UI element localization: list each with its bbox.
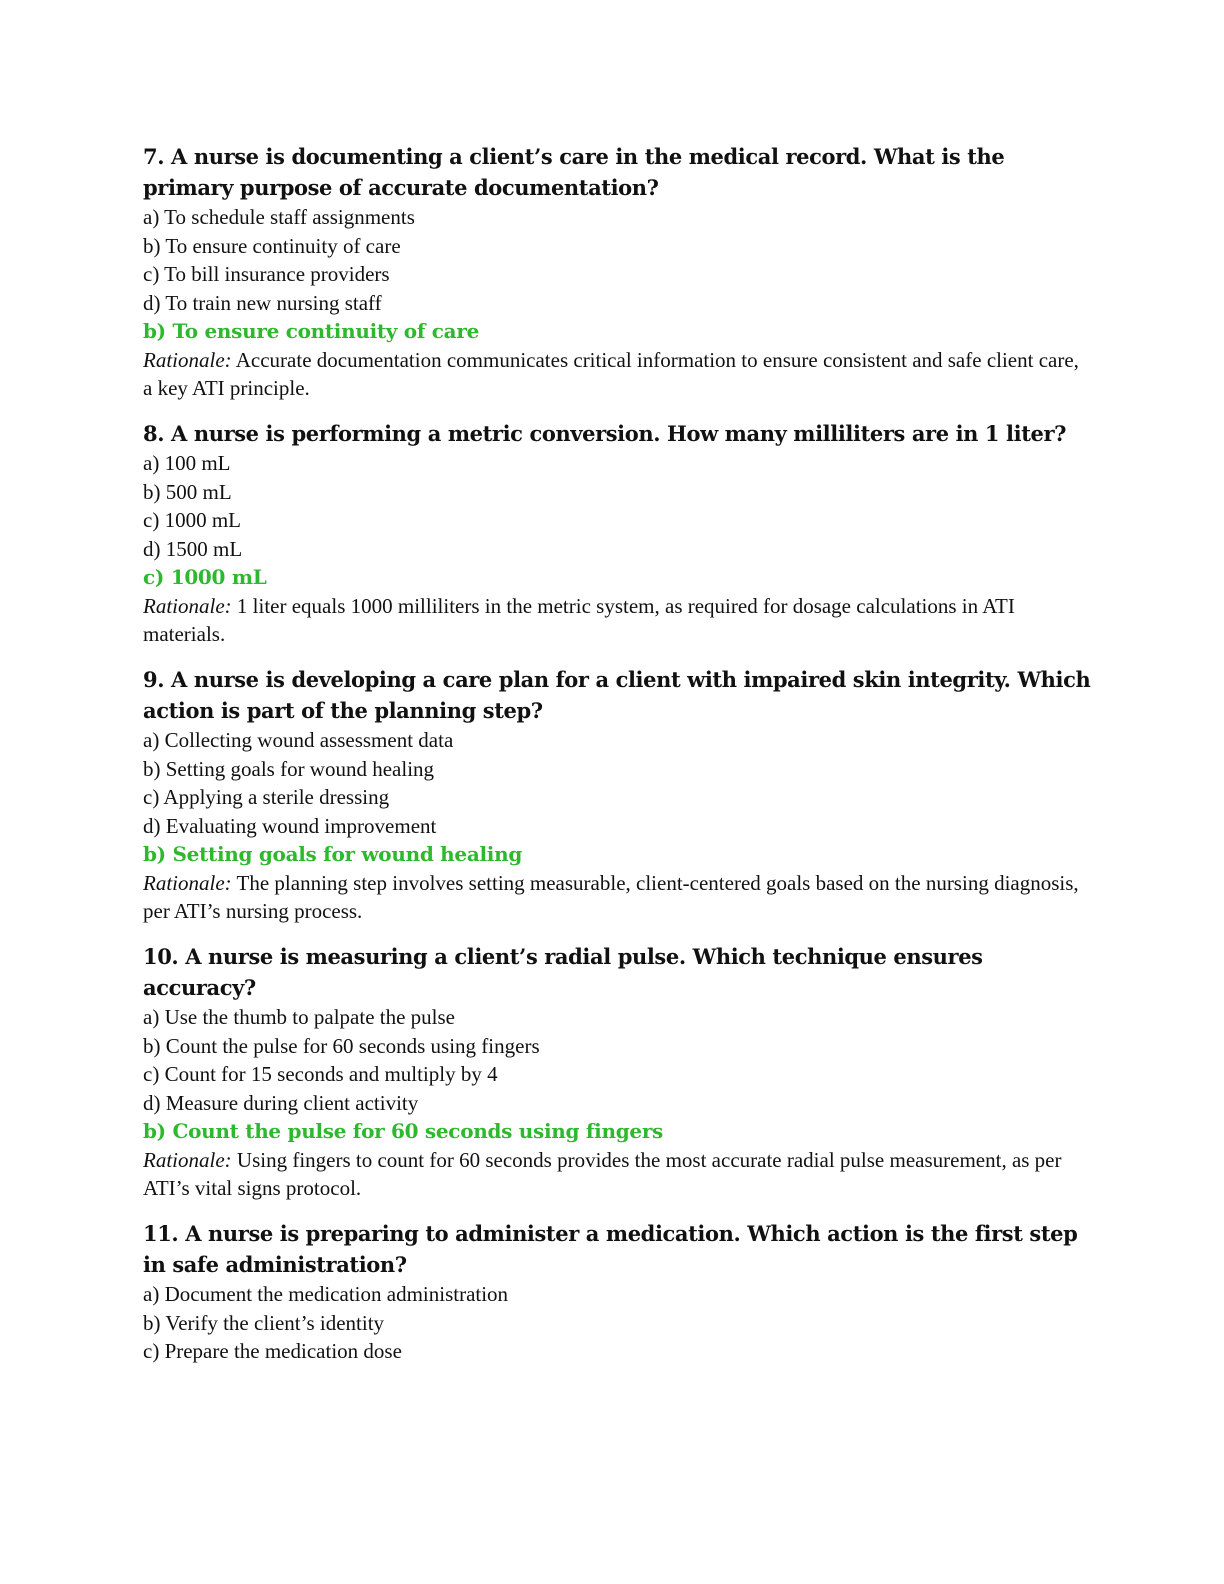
answer-option: b) Verify the client’s identity	[143, 1310, 385, 1335]
answer-option: a) To schedule staff assignments	[143, 205, 415, 229]
answer-option: a) 100 mL	[143, 451, 231, 475]
answer-option: c) 1000 mL	[143, 508, 241, 532]
answer-option: c) Prepare the medication dose	[143, 1339, 402, 1363]
question-block	[143, 664, 1093, 925]
rationale	[143, 592, 1093, 648]
answer-option: b) 500 mL	[143, 479, 232, 504]
rationale-label: Rationale:	[143, 348, 232, 372]
answer-option: d) To train new nursing staff	[143, 290, 382, 315]
answer-option: b) Count the pulse for 60 seconds using fingers	[143, 1033, 540, 1058]
answer-option: a) Collecting wound assessment data	[143, 728, 454, 752]
rationale-label: Rationale:	[143, 871, 232, 895]
rationale-text: Using fingers to count for 60 seconds provides the most accurate radial pulse measurement, as per ATI’s vital signs protocol.	[143, 1148, 1062, 1200]
question-block	[143, 141, 1093, 402]
answer-option: a) Use the thumb to palpate the pulse	[143, 1005, 455, 1029]
question-block	[143, 418, 1093, 648]
question-title: 11. A nurse is preparing to administer a medication. Which action is the first step in safe administration?	[143, 1221, 1078, 1277]
document-page	[143, 141, 1093, 1382]
rationale	[143, 869, 1093, 925]
question-title: 7. A nurse is documenting a client’s care in the medical record. What is the primary purpose of accurate documentation?	[143, 144, 1005, 200]
answer-option: d) Measure during client activity	[143, 1090, 419, 1115]
answer-option: d) Evaluating wound improvement	[143, 813, 437, 838]
correct-answer: b) To ensure continuity of care	[143, 319, 479, 343]
question-block	[143, 1218, 1093, 1366]
question-title: 10. A nurse is measuring a client’s radial pulse. Which technique ensures accuracy?	[143, 944, 983, 1000]
question-title: 9. A nurse is developing a care plan for a client with impaired skin integrity. Which action is part of the planning step?	[143, 667, 1091, 723]
rationale	[143, 346, 1093, 402]
question-title: 8. A nurse is performing a metric conversion. How many milliliters are in 1 liter?	[143, 421, 1067, 446]
correct-answer: c) 1000 mL	[143, 565, 267, 589]
answer-option: b) Setting goals for wound healing	[143, 756, 435, 781]
correct-answer: b) Count the pulse for 60 seconds using fingers	[143, 1119, 664, 1143]
rationale-label: Rationale:	[143, 594, 232, 618]
answer-option: c) To bill insurance providers	[143, 262, 390, 286]
answer-option: c) Count for 15 seconds and multiply by 4	[143, 1062, 498, 1086]
rationale	[143, 1146, 1093, 1202]
rationale-text: Accurate documentation communicates critical information to ensure consistent and safe client care, a key ATI principle.	[143, 348, 1079, 400]
rationale-label: Rationale:	[143, 1148, 232, 1172]
answer-option: d) 1500 mL	[143, 536, 243, 561]
question-block	[143, 941, 1093, 1202]
rationale-text: 1 liter equals 1000 milliliters in the metric system, as required for dosage calculations in ATI materials.	[143, 594, 1015, 646]
rationale-text: The planning step involves setting measurable, client-centered goals based on the nursing diagnosis, per ATI’s nursing process.	[143, 871, 1079, 923]
correct-answer: b) Setting goals for wound healing	[143, 842, 523, 866]
answer-option: a) Document the medication administration	[143, 1282, 509, 1306]
answer-option: b) To ensure continuity of care	[143, 233, 401, 258]
answer-option: c) Applying a sterile dressing	[143, 785, 390, 809]
